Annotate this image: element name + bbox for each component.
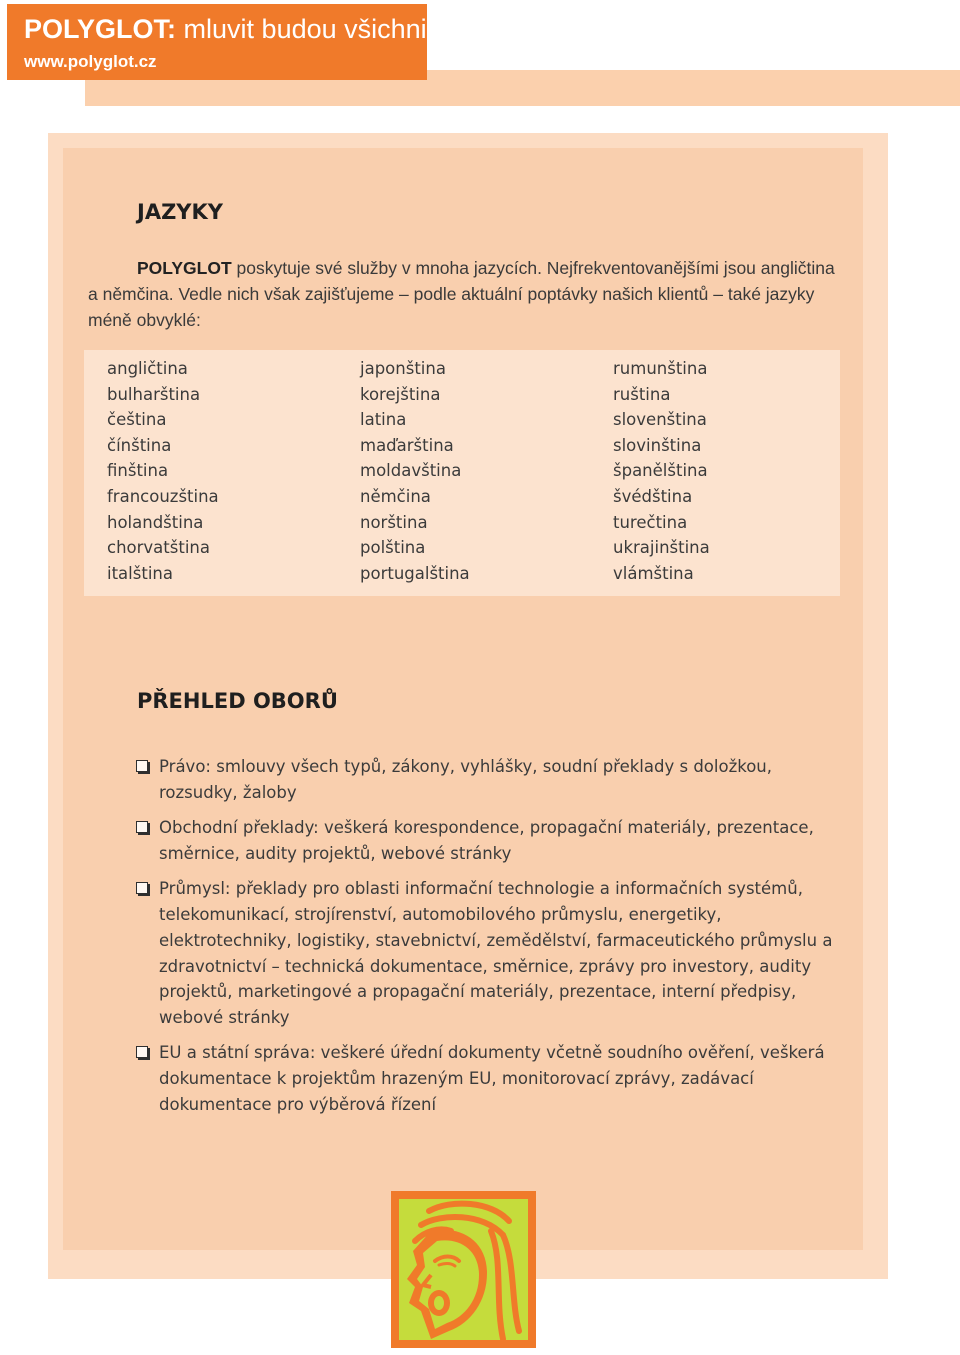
- language-item: slovinština: [613, 435, 702, 455]
- field-item: [136, 1040, 836, 1117]
- field-text: Obchodní překlady: veškerá korespondence, propagační materiály, prezentace, směrnice, audity projektů, webové stránky: [159, 818, 814, 863]
- brand-title: [24, 12, 454, 46]
- brand-name: POLYGLOT:: [24, 14, 177, 44]
- checkbox-bullet-icon: [136, 882, 148, 894]
- language-item: latina: [360, 410, 407, 430]
- language-item: turečtina: [613, 512, 688, 532]
- language-item: rumunština: [613, 359, 708, 378]
- intro-text: poskytuje své služby v mnoha jazycích. Nejfrekventovanějšími jsou angličtina a němčina. Vedle nich však zajišťujeme – podle aktuální poptávky našich klientů – také jazyky méně obvyklé:: [88, 258, 835, 330]
- brand-tagline: mluvit budou všichni…: [183, 14, 454, 44]
- languages-column-2: [360, 356, 470, 586]
- language-item: ruština: [613, 384, 671, 404]
- language-item: bulharština: [107, 384, 201, 404]
- brand-url-link[interactable]: www.polyglot.cz: [24, 52, 157, 71]
- field-text: EU a státní správa: veškeré úřední dokumenty včetně soudního ověření, veškerá dokumentace k projektům hrazeným EU, monitorovací zprávy, zadávací dokumentace pro výběrová řízení: [159, 1043, 825, 1115]
- languages-column-3: [613, 356, 710, 586]
- checkbox-bullet-icon: [136, 760, 148, 772]
- language-item: holandština: [107, 512, 204, 532]
- language-item: angličtina: [107, 359, 188, 378]
- language-item: švédština: [613, 486, 693, 506]
- language-item: němčina: [360, 486, 431, 506]
- language-item: maďarština: [360, 435, 454, 455]
- language-item: moldavština: [360, 461, 462, 481]
- language-item: slovenština: [613, 410, 707, 430]
- field-item: [136, 754, 836, 806]
- language-item: čeština: [107, 410, 167, 430]
- brand-header: [7, 4, 454, 80]
- field-text: Průmysl: překlady pro oblasti informační technologie a informačních systémů, telekomunikací, strojírenství, automobilového průmyslu, energetiky, elektrotechniky, logistiky, stavebnictví, zemědělství, farmaceutického průmyslu a zdravotnictví – technická dokumentace, směrnice, zprávy pro investory, audity projektů, marketingové a propagační materiály, prezentace, interní předpisy, webové stránky: [159, 879, 833, 1028]
- languages-intro: [88, 255, 848, 333]
- language-item: polština: [360, 538, 426, 558]
- language-item: španělština: [613, 461, 708, 481]
- language-item: portugalština: [360, 563, 470, 583]
- language-item: italština: [107, 563, 173, 583]
- languages-column-1: [107, 356, 219, 586]
- language-item: čínština: [107, 435, 172, 455]
- fields-heading: PŘEHLED OBORŮ: [137, 689, 338, 713]
- language-item: ukrajinština: [613, 538, 710, 558]
- language-item: chorvatština: [107, 538, 210, 558]
- fields-list: [136, 754, 836, 1127]
- language-item: norština: [360, 512, 428, 532]
- language-item: finština: [107, 461, 169, 481]
- language-item: vlámština: [613, 563, 694, 583]
- checkbox-bullet-icon: [136, 821, 148, 833]
- languages-heading: JAZYKY: [137, 200, 223, 224]
- language-item: japonština: [360, 359, 446, 378]
- field-item: [136, 815, 836, 867]
- shouting-face-icon: [391, 1191, 536, 1348]
- language-item: francouzština: [107, 486, 219, 506]
- language-item: korejština: [360, 384, 441, 404]
- field-text: Právo: smlouvy všech typů, zákony, vyhlášky, soudní překlady s doložkou, rozsudky, žaloby: [159, 757, 772, 802]
- intro-brand-word: POLYGLOT: [137, 258, 232, 278]
- field-item: [136, 876, 836, 1031]
- checkbox-bullet-icon: [136, 1046, 148, 1058]
